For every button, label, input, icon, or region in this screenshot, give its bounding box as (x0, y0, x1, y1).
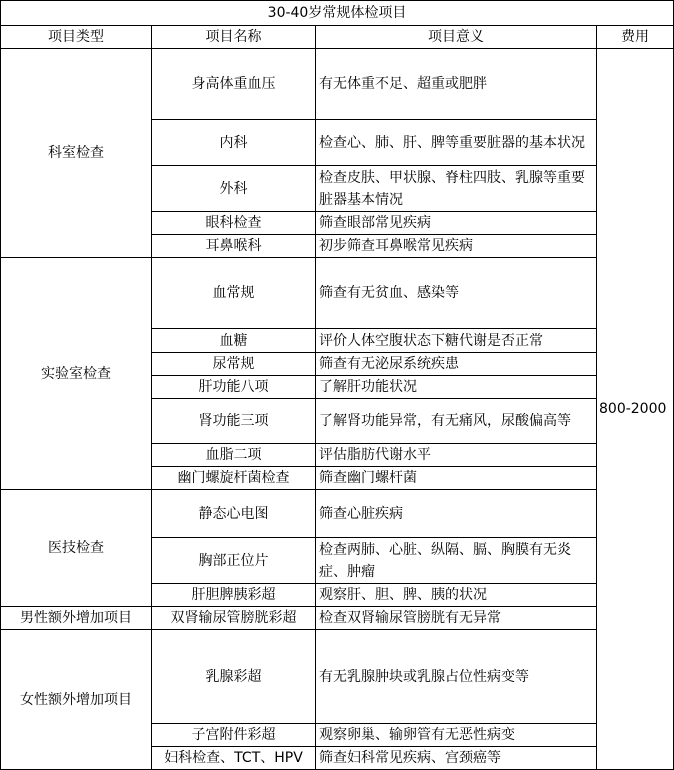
item-name-cell: 肝胆脾胰彩超 (152, 584, 316, 607)
item-meaning-cell: 筛查妇科常见疾病、宫颈癌等 (316, 747, 597, 770)
item-name-cell: 双肾输尿管膀胱彩超 (152, 607, 316, 630)
table-row (1, 490, 674, 538)
table-row (1, 49, 674, 120)
item-type-cell: 女性额外增加项目 (1, 630, 152, 770)
item-meaning-cell: 观察卵巢、输卵管有无恶性病变 (316, 724, 597, 747)
item-meaning-cell: 了解肝功能状况 (316, 376, 597, 399)
item-name-cell: 内科 (152, 120, 316, 166)
table-row (1, 630, 674, 724)
item-type-cell: 实验室检查 (1, 258, 152, 490)
item-meaning-cell: 初步筛查耳鼻喉常见疾病 (316, 235, 597, 258)
item-name-cell: 乳腺彩超 (152, 630, 316, 724)
header-type: 项目类型 (1, 26, 152, 49)
item-name-cell: 胸部正位片 (152, 538, 316, 584)
item-type-cell: 医技检查 (1, 490, 152, 607)
table-row (1, 258, 674, 329)
item-meaning-cell: 观察肝、胆、脾、胰的状况 (316, 584, 597, 607)
item-meaning-cell: 检查皮肤、甲状腺、脊柱四肢、乳腺等重要脏器基本情况 (316, 166, 597, 212)
item-meaning-cell: 检查两肺、心脏、纵隔、膈、胸膜有无炎症、肿瘤 (316, 538, 597, 584)
header-name: 项目名称 (152, 26, 316, 49)
item-name-cell: 肝功能八项 (152, 376, 316, 399)
header-fee: 费用 (597, 26, 674, 49)
fee-cell: 800-2000 (597, 49, 674, 770)
item-meaning-cell: 筛查幽门螺杆菌 (316, 467, 597, 490)
item-type-cell: 科室检查 (1, 49, 152, 258)
item-name-cell: 子宫附件彩超 (152, 724, 316, 747)
item-meaning-cell: 有无体重不足、超重或肥胖 (316, 49, 597, 120)
item-name-cell: 血常规 (152, 258, 316, 329)
item-meaning-cell: 筛查心脏疾病 (316, 490, 597, 538)
item-name-cell: 外科 (152, 166, 316, 212)
item-meaning-cell: 评估脂肪代谢水平 (316, 444, 597, 467)
item-name-cell: 血糖 (152, 329, 316, 353)
header-row (1, 26, 674, 49)
item-name-cell: 静态心电图 (152, 490, 316, 538)
item-meaning-cell: 筛查眼部常见疾病 (316, 212, 597, 235)
item-name-cell: 妇科检查、TCT、HPV (152, 747, 316, 770)
item-type-cell: 男性额外增加项目 (1, 607, 152, 630)
item-meaning-cell: 检查双肾输尿管膀胱有无异常 (316, 607, 597, 630)
item-name-cell: 眼科检查 (152, 212, 316, 235)
item-meaning-cell: 评价人体空腹状态下糖代谢是否正常 (316, 329, 597, 353)
title-row (1, 1, 674, 26)
item-meaning-cell: 了解肾功能异常，有无痛风，尿酸偏高等 (316, 399, 597, 444)
item-name-cell: 耳鼻喉科 (152, 235, 316, 258)
item-meaning-cell: 筛查有无泌尿系统疾患 (316, 353, 597, 376)
item-name-cell: 肾功能三项 (152, 399, 316, 444)
item-meaning-cell: 有无乳腺肿块或乳腺占位性病变等 (316, 630, 597, 724)
table-row (1, 607, 674, 630)
item-meaning-cell: 检查心、肺、肝、脾等重要脏器的基本状况 (316, 120, 597, 166)
table-title: 30-40岁常规体检项目 (1, 1, 674, 26)
item-name-cell: 身高体重血压 (152, 49, 316, 120)
item-meaning-cell: 筛查有无贫血、感染等 (316, 258, 597, 329)
header-meaning: 项目意义 (316, 26, 597, 49)
item-name-cell: 血脂二项 (152, 444, 316, 467)
item-name-cell: 幽门螺旋杆菌检查 (152, 467, 316, 490)
item-name-cell: 尿常规 (152, 353, 316, 376)
